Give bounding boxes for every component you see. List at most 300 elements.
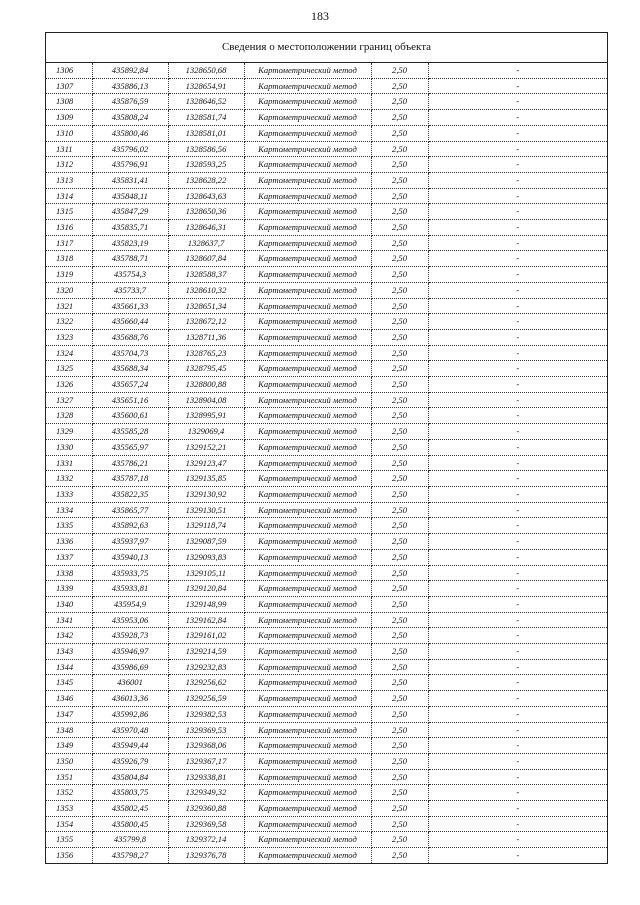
x-coordinate-cell: 435600,61: [92, 408, 168, 424]
x-coordinate-cell: 435804,84: [92, 769, 168, 785]
y-coordinate-cell: 1329162,84: [168, 612, 244, 628]
x-coordinate-cell: 435992,86: [92, 706, 168, 722]
point-number-cell: 1346: [46, 691, 92, 707]
y-coordinate-cell: 1329130,51: [168, 502, 244, 518]
point-number-cell: 1331: [46, 455, 92, 471]
y-coordinate-cell: 1328643,63: [168, 188, 244, 204]
method-cell: Картометрический метод: [244, 392, 371, 408]
x-coordinate-cell: 435800,45: [92, 816, 168, 832]
table-row: [46, 581, 607, 597]
description-cell: -: [428, 424, 607, 440]
point-number-cell: 1356: [46, 848, 92, 863]
x-coordinate-cell: 435808,24: [92, 110, 168, 126]
y-coordinate-cell: 1328904,08: [168, 392, 244, 408]
point-number-cell: 1312: [46, 157, 92, 173]
table-row: [46, 659, 607, 675]
x-coordinate-cell: 435704,73: [92, 345, 168, 361]
accuracy-cell: 2,50: [371, 644, 428, 660]
accuracy-cell: 2,50: [371, 549, 428, 565]
table-row: [46, 157, 607, 173]
description-cell: -: [428, 534, 607, 550]
description-cell: -: [428, 738, 607, 754]
table-row: [46, 392, 607, 408]
x-coordinate-cell: 435937,97: [92, 534, 168, 550]
x-coordinate-cell: 435892,84: [92, 63, 168, 78]
x-coordinate-cell: 435585,28: [92, 424, 168, 440]
y-coordinate-cell: 1328586,56: [168, 141, 244, 157]
point-number-cell: 1318: [46, 251, 92, 267]
method-cell: Картометрический метод: [244, 565, 371, 581]
point-number-cell: 1350: [46, 753, 92, 769]
method-cell: Картометрический метод: [244, 612, 371, 628]
method-cell: Картометрический метод: [244, 848, 371, 863]
table-row: [46, 267, 607, 283]
x-coordinate-cell: 435733,7: [92, 282, 168, 298]
x-coordinate-cell: 435949,44: [92, 738, 168, 754]
description-cell: -: [428, 628, 607, 644]
description-cell: -: [428, 659, 607, 675]
method-cell: Картометрический метод: [244, 188, 371, 204]
accuracy-cell: 2,50: [371, 565, 428, 581]
x-coordinate-cell: 435796,91: [92, 157, 168, 173]
method-cell: Картометрический метод: [244, 675, 371, 691]
method-cell: Картометрический метод: [244, 455, 371, 471]
point-number-cell: 1319: [46, 267, 92, 283]
y-coordinate-cell: 1329369,53: [168, 722, 244, 738]
point-number-cell: 1341: [46, 612, 92, 628]
y-coordinate-cell: 1328610,32: [168, 282, 244, 298]
description-cell: -: [428, 188, 607, 204]
method-cell: Картометрический метод: [244, 471, 371, 487]
accuracy-cell: 2,50: [371, 282, 428, 298]
y-coordinate-cell: 1329349,32: [168, 785, 244, 801]
description-cell: -: [428, 267, 607, 283]
x-coordinate-cell: 435798,27: [92, 848, 168, 863]
y-coordinate-cell: 1328607,84: [168, 251, 244, 267]
point-number-cell: 1342: [46, 628, 92, 644]
table-row: [46, 769, 607, 785]
method-cell: Картометрический метод: [244, 251, 371, 267]
table-row: [46, 502, 607, 518]
table-row: [46, 565, 607, 581]
x-coordinate-cell: 435970,48: [92, 722, 168, 738]
table-row: [46, 785, 607, 801]
point-number-cell: 1334: [46, 502, 92, 518]
method-cell: Картометрический метод: [244, 377, 371, 393]
accuracy-cell: 2,50: [371, 220, 428, 236]
point-number-cell: 1338: [46, 565, 92, 581]
method-cell: Картометрический метод: [244, 644, 371, 660]
point-number-cell: 1316: [46, 220, 92, 236]
x-coordinate-cell: 435954,9: [92, 596, 168, 612]
point-number-cell: 1332: [46, 471, 92, 487]
accuracy-cell: 2,50: [371, 675, 428, 691]
description-cell: -: [428, 408, 607, 424]
x-coordinate-cell: 435847,29: [92, 204, 168, 220]
point-number-cell: 1321: [46, 298, 92, 314]
method-cell: Картометрический метод: [244, 235, 371, 251]
point-number-cell: 1335: [46, 518, 92, 534]
point-number-cell: 1320: [46, 282, 92, 298]
y-coordinate-cell: 1329087,59: [168, 534, 244, 550]
description-cell: -: [428, 769, 607, 785]
y-coordinate-cell: 1328995,91: [168, 408, 244, 424]
x-coordinate-cell: 435688,76: [92, 329, 168, 345]
y-coordinate-cell: 1328628,22: [168, 172, 244, 188]
y-coordinate-cell: 1329372,14: [168, 832, 244, 848]
description-cell: -: [428, 110, 607, 126]
point-number-cell: 1323: [46, 329, 92, 345]
accuracy-cell: 2,50: [371, 157, 428, 173]
accuracy-cell: 2,50: [371, 361, 428, 377]
method-cell: Картометрический метод: [244, 832, 371, 848]
accuracy-cell: 2,50: [371, 502, 428, 518]
boundary-points-table: [46, 63, 607, 863]
accuracy-cell: 2,50: [371, 110, 428, 126]
accuracy-cell: 2,50: [371, 251, 428, 267]
table-row: [46, 110, 607, 126]
method-cell: Картометрический метод: [244, 141, 371, 157]
table-row: [46, 235, 607, 251]
point-number-cell: 1317: [46, 235, 92, 251]
table-row: [46, 549, 607, 565]
y-coordinate-cell: 1329256,59: [168, 691, 244, 707]
x-coordinate-cell: 435933,81: [92, 581, 168, 597]
accuracy-cell: 2,50: [371, 377, 428, 393]
accuracy-cell: 2,50: [371, 172, 428, 188]
accuracy-cell: 2,50: [371, 581, 428, 597]
y-coordinate-cell: 1329152,21: [168, 439, 244, 455]
accuracy-cell: 2,50: [371, 612, 428, 628]
method-cell: Картометрический метод: [244, 298, 371, 314]
x-coordinate-cell: 435802,45: [92, 801, 168, 817]
table-row: [46, 172, 607, 188]
description-cell: -: [428, 675, 607, 691]
y-coordinate-cell: 1328646,31: [168, 220, 244, 236]
method-cell: Картометрический метод: [244, 78, 371, 94]
accuracy-cell: 2,50: [371, 659, 428, 675]
y-coordinate-cell: 1328651,34: [168, 298, 244, 314]
description-cell: -: [428, 329, 607, 345]
table-row: [46, 94, 607, 110]
description-cell: -: [428, 565, 607, 581]
method-cell: Картометрический метод: [244, 172, 371, 188]
table-row: [46, 596, 607, 612]
y-coordinate-cell: 1328637,7: [168, 235, 244, 251]
accuracy-cell: 2,50: [371, 628, 428, 644]
point-number-cell: 1324: [46, 345, 92, 361]
method-cell: Картометрический метод: [244, 267, 371, 283]
description-cell: -: [428, 596, 607, 612]
table-row: [46, 282, 607, 298]
point-number-cell: 1343: [46, 644, 92, 660]
y-coordinate-cell: 1329093,83: [168, 549, 244, 565]
method-cell: Картометрический метод: [244, 408, 371, 424]
x-coordinate-cell: 435928,73: [92, 628, 168, 644]
accuracy-cell: 2,50: [371, 832, 428, 848]
table-row: [46, 644, 607, 660]
x-coordinate-cell: 435986,69: [92, 659, 168, 675]
x-coordinate-cell: 435657,24: [92, 377, 168, 393]
table-row: [46, 125, 607, 141]
method-cell: Картометрический метод: [244, 110, 371, 126]
point-number-cell: 1308: [46, 94, 92, 110]
method-cell: Картометрический метод: [244, 220, 371, 236]
boundary-table-sheet: [45, 32, 608, 864]
method-cell: Картометрический метод: [244, 204, 371, 220]
y-coordinate-cell: 1328650,36: [168, 204, 244, 220]
table-row: [46, 408, 607, 424]
y-coordinate-cell: 1328765,23: [168, 345, 244, 361]
point-number-cell: 1322: [46, 314, 92, 330]
x-coordinate-cell: 435926,79: [92, 753, 168, 769]
x-coordinate-cell: 435688,34: [92, 361, 168, 377]
description-cell: -: [428, 78, 607, 94]
x-coordinate-cell: 435823,19: [92, 235, 168, 251]
description-cell: -: [428, 801, 607, 817]
accuracy-cell: 2,50: [371, 141, 428, 157]
table-row: [46, 424, 607, 440]
accuracy-cell: 2,50: [371, 235, 428, 251]
point-number-cell: 1307: [46, 78, 92, 94]
y-coordinate-cell: 1328654,91: [168, 78, 244, 94]
accuracy-cell: 2,50: [371, 455, 428, 471]
accuracy-cell: 2,50: [371, 801, 428, 817]
point-number-cell: 1310: [46, 125, 92, 141]
x-coordinate-cell: 435800,46: [92, 125, 168, 141]
method-cell: Картометрический метод: [244, 769, 371, 785]
accuracy-cell: 2,50: [371, 78, 428, 94]
description-cell: -: [428, 125, 607, 141]
accuracy-cell: 2,50: [371, 392, 428, 408]
table-row: [46, 722, 607, 738]
y-coordinate-cell: 1328581,01: [168, 125, 244, 141]
description-cell: -: [428, 377, 607, 393]
x-coordinate-cell: 435848,11: [92, 188, 168, 204]
description-cell: -: [428, 549, 607, 565]
method-cell: Картометрический метод: [244, 549, 371, 565]
table-row: [46, 801, 607, 817]
description-cell: -: [428, 502, 607, 518]
x-coordinate-cell: 435940,13: [92, 549, 168, 565]
method-cell: Картометрический метод: [244, 502, 371, 518]
point-number-cell: 1329: [46, 424, 92, 440]
x-coordinate-cell: 435565,97: [92, 439, 168, 455]
table-row: [46, 455, 607, 471]
x-coordinate-cell: 435661,33: [92, 298, 168, 314]
x-coordinate-cell: 435831,41: [92, 172, 168, 188]
method-cell: Картометрический метод: [244, 486, 371, 502]
x-coordinate-cell: 435660,44: [92, 314, 168, 330]
y-coordinate-cell: 1329376,78: [168, 848, 244, 863]
method-cell: Картометрический метод: [244, 691, 371, 707]
description-cell: -: [428, 94, 607, 110]
point-number-cell: 1349: [46, 738, 92, 754]
method-cell: Картометрический метод: [244, 706, 371, 722]
description-cell: -: [428, 251, 607, 267]
x-coordinate-cell: 435946,97: [92, 644, 168, 660]
description-cell: -: [428, 439, 607, 455]
description-cell: -: [428, 172, 607, 188]
description-cell: -: [428, 832, 607, 848]
method-cell: Картометрический метод: [244, 596, 371, 612]
point-number-cell: 1355: [46, 832, 92, 848]
description-cell: -: [428, 722, 607, 738]
method-cell: Картометрический метод: [244, 738, 371, 754]
table-row: [46, 361, 607, 377]
point-number-cell: 1315: [46, 204, 92, 220]
table-row: [46, 251, 607, 267]
x-coordinate-cell: 436013,36: [92, 691, 168, 707]
point-number-cell: 1352: [46, 785, 92, 801]
accuracy-cell: 2,50: [371, 691, 428, 707]
table-row: [46, 706, 607, 722]
x-coordinate-cell: 435799,8: [92, 832, 168, 848]
description-cell: -: [516, 850, 520, 861]
table-body: [46, 63, 607, 863]
description-cell: -: [428, 298, 607, 314]
description-cell: -: [428, 392, 607, 408]
accuracy-cell: 2,50: [371, 785, 428, 801]
method-cell: Картометрический метод: [244, 816, 371, 832]
description-cell: -: [428, 314, 607, 330]
table-row: [46, 738, 607, 754]
accuracy-cell: 2,50: [371, 345, 428, 361]
table-row: [46, 78, 607, 94]
method-cell: Картометрический метод: [244, 801, 371, 817]
accuracy-cell: 2,50: [371, 848, 428, 863]
y-coordinate-cell: 1329232,83: [168, 659, 244, 675]
y-coordinate-cell: 1328800,88: [168, 377, 244, 393]
method-cell: Картометрический метод: [244, 314, 371, 330]
description-cell: -: [428, 157, 607, 173]
y-coordinate-cell: 1329120,84: [168, 581, 244, 597]
y-coordinate-cell: 1329130,92: [168, 486, 244, 502]
y-coordinate-cell: 1329105,11: [168, 565, 244, 581]
point-number-cell: 1330: [46, 439, 92, 455]
method-cell: Картометрический метод: [244, 345, 371, 361]
description-cell: -: [428, 345, 607, 361]
accuracy-cell: 2,50: [371, 722, 428, 738]
table-row: [46, 816, 607, 832]
accuracy-cell: 2,50: [371, 298, 428, 314]
x-coordinate-cell: 435803,75: [92, 785, 168, 801]
method-cell: Картометрический метод: [244, 125, 371, 141]
x-coordinate-cell: 435953,06: [92, 612, 168, 628]
x-coordinate-cell: 435786,21: [92, 455, 168, 471]
table-row: [46, 345, 607, 361]
y-coordinate-cell: 1329161,02: [168, 628, 244, 644]
table-title: Сведения о местоположении границ объекта: [46, 33, 607, 63]
table-row: [46, 141, 607, 157]
point-number-cell: 1333: [46, 486, 92, 502]
table-row: [46, 753, 607, 769]
method-cell: Картометрический метод: [244, 439, 371, 455]
accuracy-cell: 2,50: [371, 424, 428, 440]
accuracy-cell: 2,50: [371, 518, 428, 534]
method-cell: Картометрический метод: [244, 785, 371, 801]
accuracy-cell: 2,50: [371, 267, 428, 283]
y-coordinate-cell: 1328593,25: [168, 157, 244, 173]
method-cell: Картометрический метод: [244, 518, 371, 534]
description-cell: -: [428, 141, 607, 157]
point-number-cell: 1353: [46, 801, 92, 817]
x-coordinate-cell: 435822,35: [92, 486, 168, 502]
table-row: [46, 628, 607, 644]
table-row: [46, 486, 607, 502]
table-row: [46, 691, 607, 707]
description-cell: -: [428, 816, 607, 832]
y-coordinate-cell: 1329256,62: [168, 675, 244, 691]
accuracy-cell: 2,50: [371, 329, 428, 345]
table-row: [46, 534, 607, 550]
method-cell: Картометрический метод: [244, 282, 371, 298]
table-row: [46, 518, 607, 534]
table-row: [46, 439, 607, 455]
table-row: [46, 314, 607, 330]
method-cell: Картометрический метод: [244, 753, 371, 769]
description-cell: -: [428, 612, 607, 628]
point-number-cell: 1309: [46, 110, 92, 126]
point-number-cell: 1311: [46, 141, 92, 157]
table-row: [46, 220, 607, 236]
description-cell: -: [428, 486, 607, 502]
accuracy-cell: 2,50: [371, 314, 428, 330]
point-number-cell: 1340: [46, 596, 92, 612]
table-row: [46, 675, 607, 691]
point-number-cell: 1328: [46, 408, 92, 424]
accuracy-cell: 2,50: [371, 706, 428, 722]
method-cell: Картометрический метод: [244, 534, 371, 550]
table-row: [46, 832, 607, 848]
point-number-cell: 1347: [46, 706, 92, 722]
accuracy-cell: 2,50: [371, 816, 428, 832]
method-cell: Картометрический метод: [244, 94, 371, 110]
x-coordinate-cell: 435787,18: [92, 471, 168, 487]
method-cell: Картометрический метод: [244, 329, 371, 345]
x-coordinate-cell: 435892,63: [92, 518, 168, 534]
method-cell: Картометрический метод: [244, 157, 371, 173]
accuracy-cell: 2,50: [371, 125, 428, 141]
method-cell: Картометрический метод: [244, 581, 371, 597]
x-coordinate-cell: 435865,77: [92, 502, 168, 518]
method-cell: Картометрический метод: [244, 628, 371, 644]
description-cell: -: [428, 518, 607, 534]
point-number-cell: 1345: [46, 675, 92, 691]
description-cell: -: [428, 691, 607, 707]
x-coordinate-cell: 435886,13: [92, 78, 168, 94]
description-cell: -: [428, 235, 607, 251]
y-coordinate-cell: 1329369,58: [168, 816, 244, 832]
method-cell: Картометрический метод: [244, 424, 371, 440]
y-coordinate-cell: 1329148,99: [168, 596, 244, 612]
point-number-cell: 1314: [46, 188, 92, 204]
description-cell: -: [428, 282, 607, 298]
y-coordinate-cell: 1328588,37: [168, 267, 244, 283]
method-cell: Картометрический метод: [244, 722, 371, 738]
table-row: [46, 329, 607, 345]
accuracy-cell: 2,50: [371, 63, 428, 78]
y-coordinate-cell: 1329368,06: [168, 738, 244, 754]
method-cell: Картометрический метод: [244, 361, 371, 377]
y-coordinate-cell: 1328795,45: [168, 361, 244, 377]
accuracy-cell: 2,50: [371, 534, 428, 550]
method-cell: Картометрический метод: [244, 63, 371, 78]
description-cell: -: [428, 455, 607, 471]
table-row: [46, 204, 607, 220]
point-number-cell: 1351: [46, 769, 92, 785]
description-cell: -: [428, 63, 607, 78]
